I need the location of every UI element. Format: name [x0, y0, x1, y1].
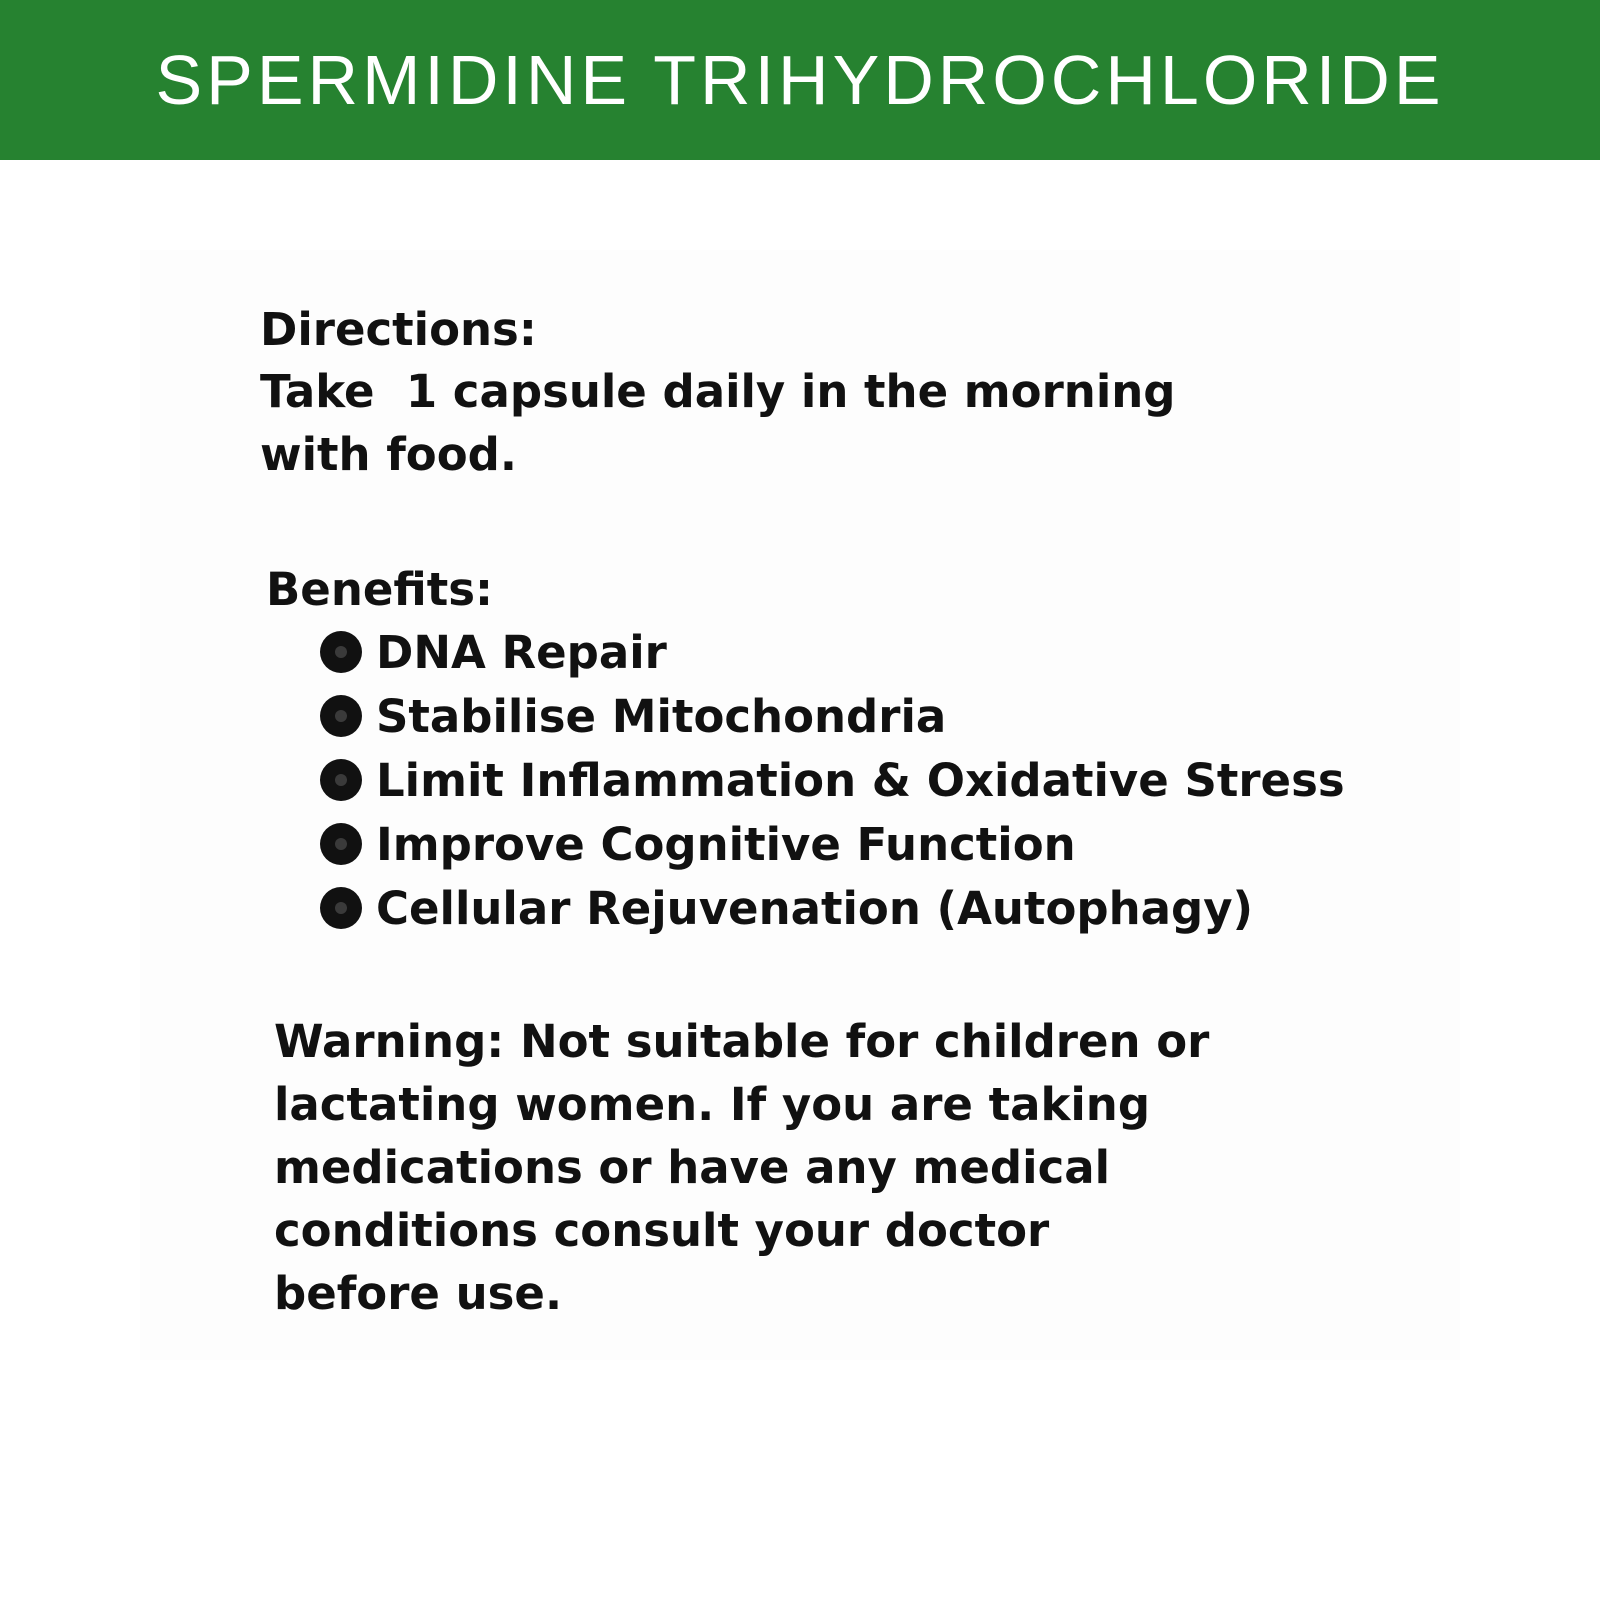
benefit-text: Stabilise Mitochondria	[376, 689, 947, 743]
benefits-heading: Benefits:	[266, 563, 494, 616]
warning-line: medications or have any medical	[274, 1141, 1111, 1194]
bullet-icon	[320, 631, 362, 673]
bullet-icon	[320, 759, 362, 801]
warning-label: Warning:	[274, 1015, 505, 1068]
bullet-icon	[320, 823, 362, 865]
list-item	[320, 620, 1566, 684]
directions-line: with food.	[260, 428, 517, 481]
directions-line: Take 1 capsule daily in the morning	[260, 365, 1176, 418]
warning-section	[274, 1010, 1574, 1325]
benefits-list	[266, 620, 1566, 940]
warning-text: Not suitable for children or	[504, 1015, 1210, 1068]
warning-line: lactating women. If you are taking	[274, 1078, 1151, 1131]
bullet-icon	[320, 887, 362, 929]
benefits-section	[266, 560, 1566, 940]
warning-line: conditions consult your doctor	[274, 1204, 1050, 1257]
list-item	[320, 876, 1566, 940]
list-item	[320, 684, 1566, 748]
product-title: SPERMIDINE TRIHYDROCHLORIDE	[155, 41, 1445, 119]
list-item	[320, 812, 1566, 876]
benefit-text: Improve Cognitive Function	[376, 817, 1076, 871]
warning-first-line	[274, 1010, 1574, 1073]
label-panel	[140, 250, 1460, 1360]
title-banner	[0, 0, 1600, 160]
list-item	[320, 748, 1566, 812]
benefit-text: DNA Repair	[376, 625, 667, 679]
directions-section	[260, 300, 1560, 486]
warning-line: before use.	[274, 1267, 563, 1320]
benefit-text: Cellular Rejuvenation (Autophagy)	[376, 881, 1254, 935]
directions-heading: Directions:	[260, 303, 537, 356]
bullet-icon	[320, 695, 362, 737]
benefit-text: Limit Inflammation & Oxidative Stress	[376, 753, 1345, 807]
